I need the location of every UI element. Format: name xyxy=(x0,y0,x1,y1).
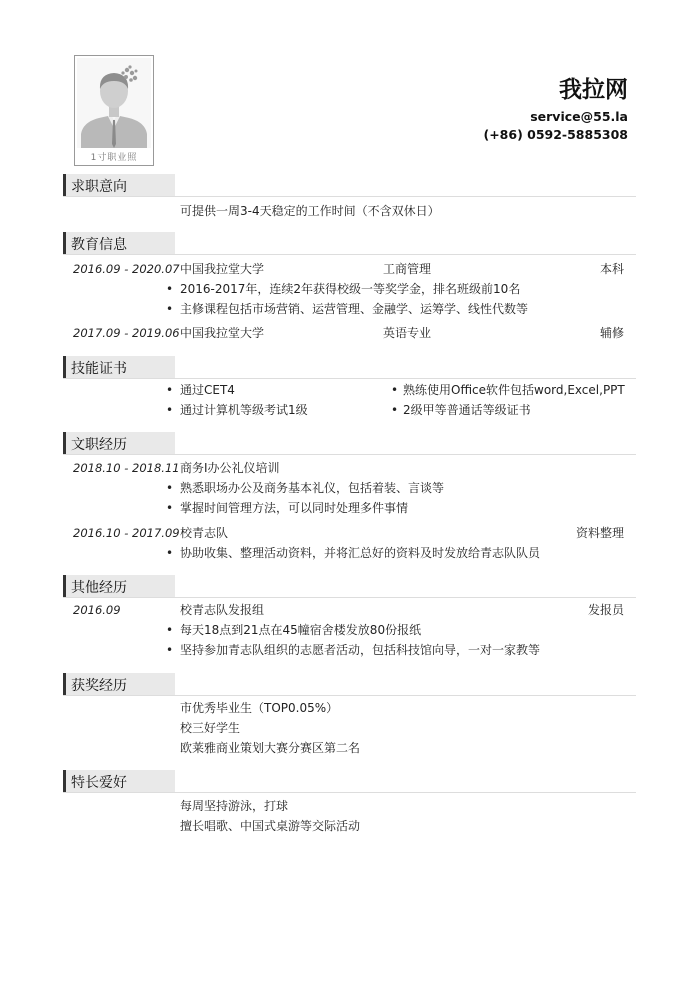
section-divider xyxy=(63,196,636,197)
list-item: 掌握时间管理方法，可以同时处理多件事情 xyxy=(180,501,409,515)
exp-date: 2016.10 - 2017.09 xyxy=(73,526,180,540)
bullet-dot: • xyxy=(166,546,174,560)
section-title: 获奖经历 xyxy=(71,678,127,694)
edu-school: 中国我拉堂大学 xyxy=(180,262,265,276)
edu-date: 2016.09 - 2020.07 xyxy=(73,262,180,276)
list-item: 坚持参加青志队组织的志愿者活动，包括科技馆向导，一对一家教等 xyxy=(180,643,541,657)
section-header-clerical xyxy=(63,432,175,454)
section-title: 求职意向 xyxy=(71,179,127,195)
photo-caption: 1寸职业照 xyxy=(90,153,138,163)
avatar-silhouette-icon xyxy=(75,56,153,165)
contact-email: service@55.la xyxy=(530,109,628,124)
section-title: 特长爱好 xyxy=(71,775,127,791)
edu-school: 中国我拉堂大学 xyxy=(180,326,265,340)
bullet-dot: • xyxy=(166,282,174,296)
section-divider xyxy=(63,254,636,255)
exp-org: 校青志队发报组 xyxy=(180,603,265,617)
list-item: 主修课程包括市场营销、运营管理、金融学、运筹学、线性代数等 xyxy=(180,302,529,316)
exp-org: 商务I办公礼仪培训 xyxy=(180,461,280,475)
skill-item: 熟练使用Office软件包括word,Excel,PPT xyxy=(403,383,625,397)
contact-phone: (+86) 0592-5885308 xyxy=(483,127,628,142)
list-item: 熟悉职场办公及商务基本礼仪，包括着装、言谈等 xyxy=(180,481,445,495)
section-divider xyxy=(63,454,636,455)
hobby-item: 每周坚持游泳，打球 xyxy=(180,799,289,813)
skill-item: 通过CET4 xyxy=(180,383,235,397)
bullet-dot: • xyxy=(391,403,399,417)
list-item: 协助收集、整理活动资料，并将汇总好的资料及时发放给青志队队员 xyxy=(180,546,541,560)
section-header-education xyxy=(63,232,175,254)
list-item: 每天18点到21点在45幢宿舍楼发放80份报纸 xyxy=(180,623,422,637)
edu-degree: 辅修 xyxy=(599,326,624,340)
bullet-dot: • xyxy=(166,481,174,495)
skill-item: 2级甲等普通话等级证书 xyxy=(403,403,531,417)
section-header-other xyxy=(63,575,175,597)
section-title: 文职经历 xyxy=(71,437,127,453)
bullet-dot: • xyxy=(166,383,174,397)
bullet-dot: • xyxy=(166,501,174,515)
award-item: 欧莱雅商业策划大赛分赛区第二名 xyxy=(180,741,361,755)
section-divider xyxy=(63,378,636,379)
section-divider xyxy=(63,792,636,793)
bullet-dot: • xyxy=(166,643,174,657)
skill-item: 通过计算机等级考试1级 xyxy=(180,403,308,417)
section-header-hobbies xyxy=(63,770,175,792)
section-title: 教育信息 xyxy=(71,237,127,253)
exp-role: 发报员 xyxy=(587,603,624,617)
section-title: 技能证书 xyxy=(71,361,127,377)
bullet-dot: • xyxy=(166,302,174,316)
bullet-dot: • xyxy=(166,403,174,417)
exp-role: 资料整理 xyxy=(575,526,624,540)
job-intent-text: 可提供一周3-4天稳定的工作时间（不含双休日） xyxy=(180,204,440,218)
bullet-dot: • xyxy=(391,383,399,397)
edu-major: 工商管理 xyxy=(383,262,432,276)
exp-org: 校青志队 xyxy=(180,526,229,540)
section-header-skills xyxy=(63,356,175,378)
candidate-name: 我拉网 xyxy=(559,77,628,103)
section-divider xyxy=(63,597,636,598)
section-title: 其他经历 xyxy=(71,580,127,596)
edu-degree: 本科 xyxy=(599,262,624,276)
section-divider xyxy=(63,695,636,696)
exp-date: 2018.10 - 2018.11 xyxy=(73,461,180,475)
award-item: 校三好学生 xyxy=(180,721,241,735)
exp-date: 2016.09 xyxy=(73,603,121,617)
bullet-dot: • xyxy=(166,623,174,637)
profile-photo xyxy=(74,55,154,166)
award-item: 市优秀毕业生（TOP0.05%） xyxy=(180,701,339,715)
edu-date: 2017.09 - 2019.06 xyxy=(73,326,180,340)
edu-major: 英语专业 xyxy=(383,326,432,340)
hobby-item: 擅长唱歌、中国式桌游等交际活动 xyxy=(180,819,361,833)
section-header-awards xyxy=(63,673,175,695)
section-header-job-intent xyxy=(63,174,175,196)
list-item: 2016-2017年，连续2年获得校级一等奖学金，排名班级前10名 xyxy=(180,282,521,296)
